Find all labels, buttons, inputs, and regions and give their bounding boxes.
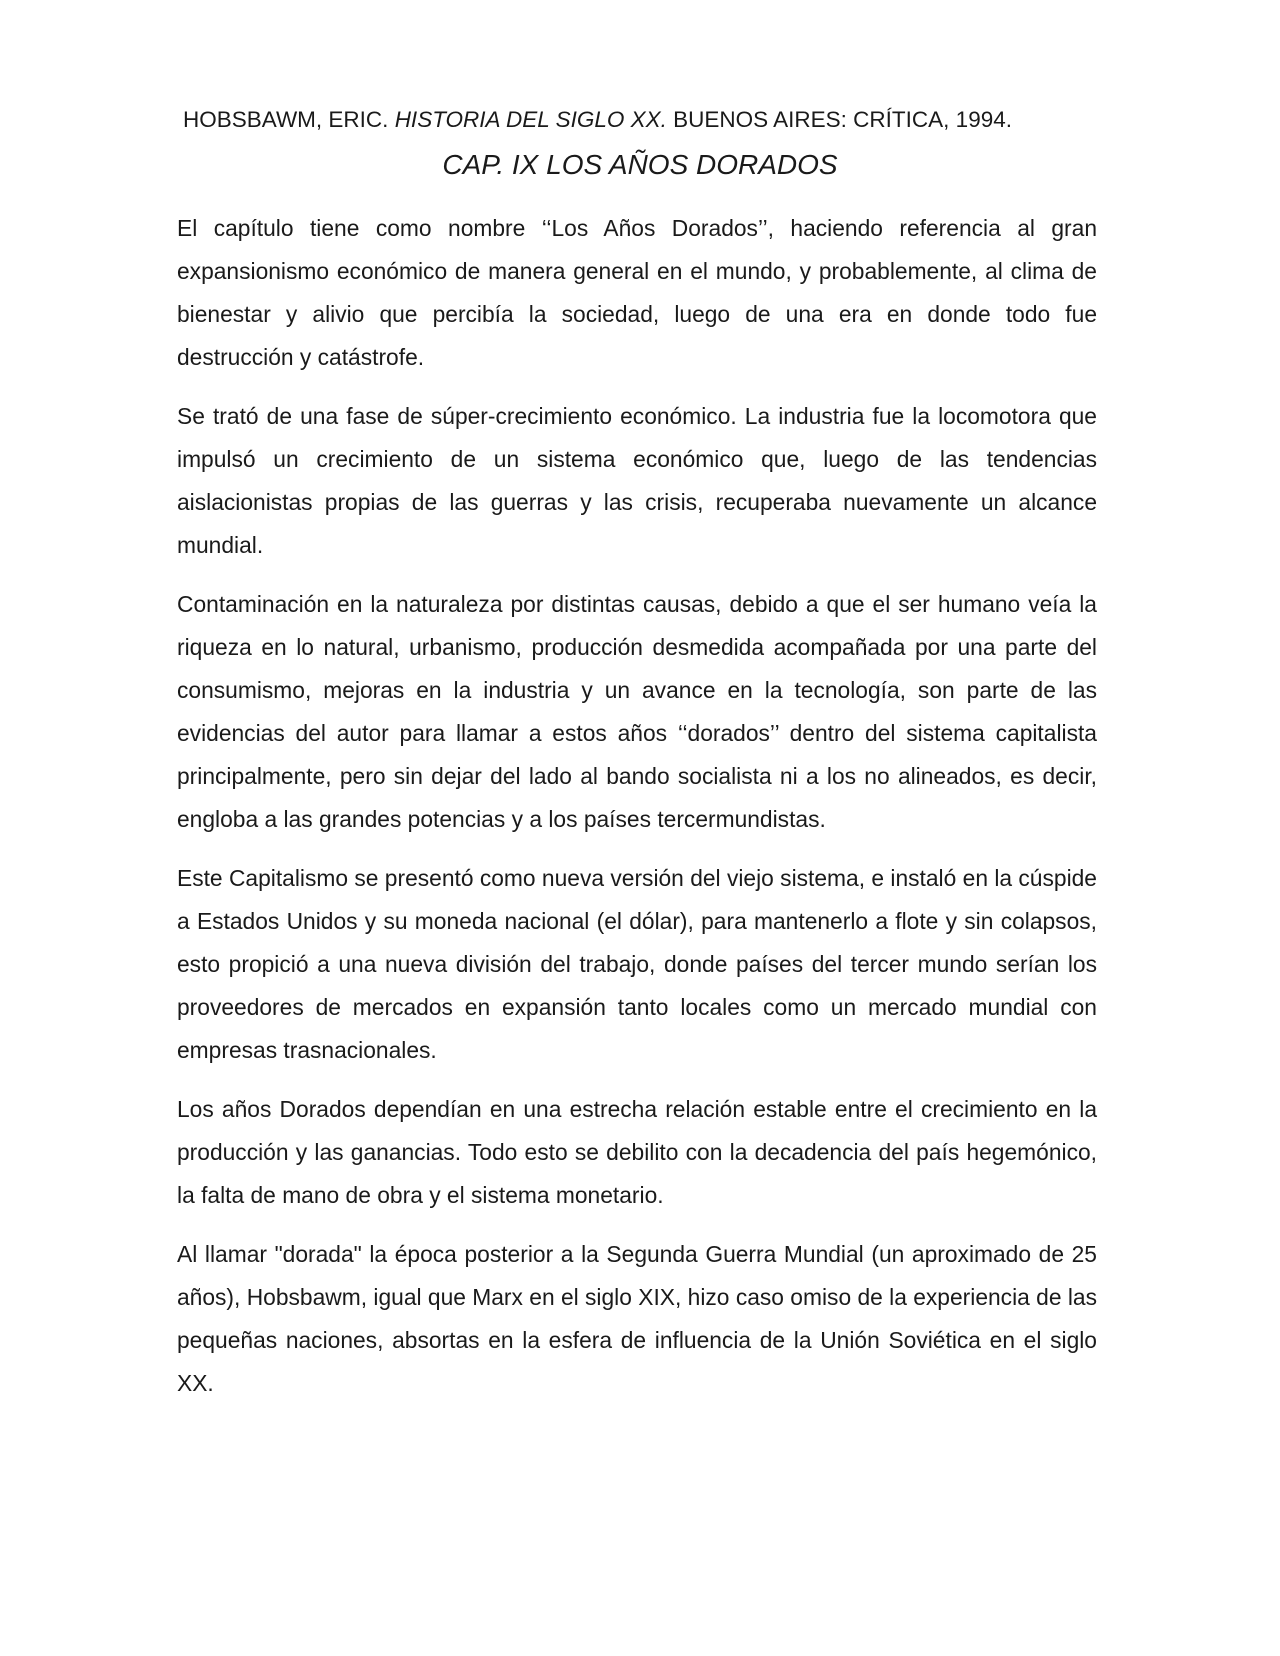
- paragraph-3: Contaminación en la naturaleza por distintas causas, debido a que el ser humano veía la riqueza en lo natural, urbanismo, producción desmedida acompañada por una parte del consumismo, mejoras en la industria y un avance en la tecnología, son parte de las evidencias del autor para llamar a estos años ‘‘dorados’’ dentro del sistema capitalista principalmente, pero sin dejar del lado al bando socialista ni a los no alineados, es decir, engloba a las grandes potencias y a los países tercermundistas.: [177, 591, 1097, 832]
- paragraph-5: Los años Dorados dependían en una estrecha relación estable entre el crecimiento en la producción y las ganancias. Todo esto se debilito con la decadencia del país hegemónico, la falta de mano de obra y el sistema monetario.: [177, 1096, 1097, 1208]
- paragraph-6: Al llamar "dorada" la época posterior a la Segunda Guerra Mundial (un aproximado de 25 años), Hobsbawm, igual que Marx en el siglo XIX, hizo caso omiso de la experiencia de las pequeñas naciones, absortas en la esfera de influencia de la Unión Soviética en el siglo XX.: [177, 1241, 1097, 1396]
- bibliographic-citation: [183, 102, 1183, 138]
- document-body: [177, 207, 1097, 1421]
- paragraph-4: Este Capitalismo se presentó como nueva versión del viejo sistema, e instaló en la cúspide a Estados Unidos y su moneda nacional (el dólar), para mantenerlo a flote y sin colapsos, esto propició a una nueva división del trabajo, donde países del tercer mundo serían los proveedores de mercados en expansión tanto locales como un mercado mundial con empresas trasnacionales.: [177, 865, 1097, 1063]
- citation-publisher: BUENOS AIRES: CRÍTICA, 1994.: [666, 107, 1012, 132]
- paragraph-2: Se trató de una fase de súper-crecimiento económico. La industria fue la locomotora que impulsó un crecimiento de un sistema económico que, luego de las tendencias aislacionistas propias de las guerras y las crisis, recuperaba nuevamente un alcance mundial.: [177, 403, 1097, 558]
- citation-book-title: HISTORIA DEL SIGLO XX.: [394, 107, 667, 132]
- paragraph-1: El capítulo tiene como nombre ‘‘Los Años Dorados’’, haciendo referencia al gran expansionismo económico de manera general en el mundo, y probablemente, al clima de bienestar y alivio que percibía la sociedad, luego de una era en donde todo fue destrucción y catástrofe.: [177, 215, 1097, 370]
- citation-author: HOBSBAWM, ERIC.: [183, 107, 395, 132]
- chapter-title: CAP. IX LOS AÑOS DORADOS: [442, 149, 838, 180]
